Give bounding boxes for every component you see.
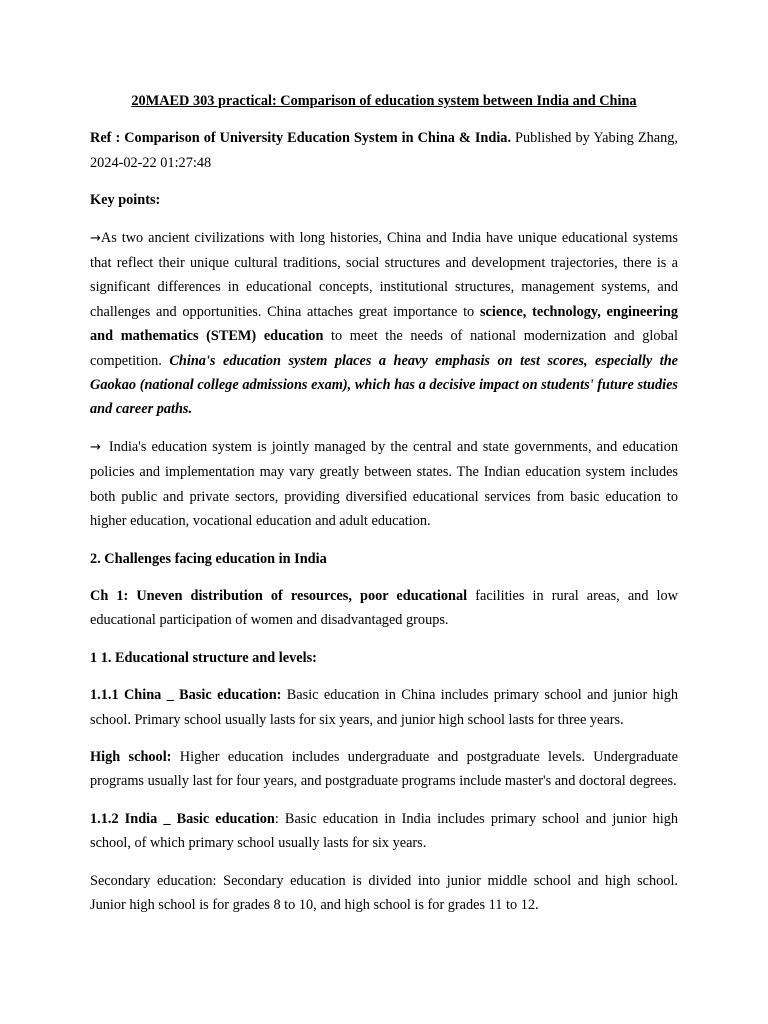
china-basic-text: Basic education in China includes primary school and junior high school. Primary school usually lasts for six years, and junior high school lasts for three years. (90, 687, 678, 728)
key-point-china (90, 226, 678, 422)
high-school-text: Higher education includes undergraduate and postgraduate levels. Undergraduate programs usually last for four years, and postgraduate programs include master's and doctoral degrees. (90, 748, 678, 790)
key-point-china-text-2: to meet the needs of national modernization and global competition. (90, 328, 678, 369)
arrow-icon: → (90, 230, 101, 246)
india-basic-text: : Basic education in India includes primary school and junior high school, of which primary school usually lasts for six years. (90, 810, 678, 852)
china-basic-education (90, 683, 678, 732)
high-school-paragraph (90, 745, 678, 794)
key-point-china-emphasis: China's education system places a heavy emphasis on test scores, especially the Gaokao (national college admissions exam), which has a decisive impact on students' future studies and career paths. (90, 352, 678, 418)
reference-label: Ref : Comparison of University Education System in China & India. (90, 130, 512, 147)
key-point-india (90, 435, 678, 534)
key-point-india-text: India's education system is jointly managed by the central and state governments, and education policies and implementation may vary greatly between states. The Indian education system includes both public and private sectors, providing diversified educational services from basic education to higher education, vocational education and adult education. (90, 438, 678, 530)
key-point-china-text: As two ancient civilizations with long histories, China and India have unique educational systems that reflect their unique cultural traditions, social structures and development trajectories, there is a significant differences in educational concepts, institutional structures, management systems, and challenges and opportunities. China attaches great importance to (90, 229, 678, 320)
high-school-label: High school: (90, 748, 172, 765)
reference-text: Published by Yabing Zhang, 2024-02-22 01:27:48 (90, 130, 678, 171)
secondary-text: Secondary education: Secondary education is divided into junior middle school and high school. Junior high school is for grades 8 to 10, and high school is for grades 11 to 12. (90, 872, 678, 913)
secondary-education (90, 869, 678, 918)
challenge-1 (90, 584, 678, 633)
structure-heading: 1 1. Educational structure and levels: (90, 649, 317, 666)
india-basic-education (90, 807, 678, 856)
document-title: 20MAED 303 practical: Comparison of education system between India and China (131, 93, 637, 109)
challenge-1-label: Ch 1: Uneven distribution of resources, poor educational (90, 587, 468, 604)
india-basic-label: 1.1.2 India _ Basic education (90, 810, 275, 827)
china-basic-label: 1.1.1 China _ Basic education: (90, 687, 282, 704)
challenge-1-text: facilities in rural areas, and low educational participation of women and disadvantaged groups. (90, 587, 678, 629)
reference-paragraph (90, 126, 678, 175)
key-points-heading: Key points: (90, 192, 161, 209)
document-content (90, 89, 678, 930)
challenges-heading: 2. Challenges facing education in India (90, 550, 327, 567)
arrow-icon: → (90, 439, 101, 455)
key-point-china-stem: science, technology, engineering and mathematics (STEM) education (90, 303, 678, 345)
